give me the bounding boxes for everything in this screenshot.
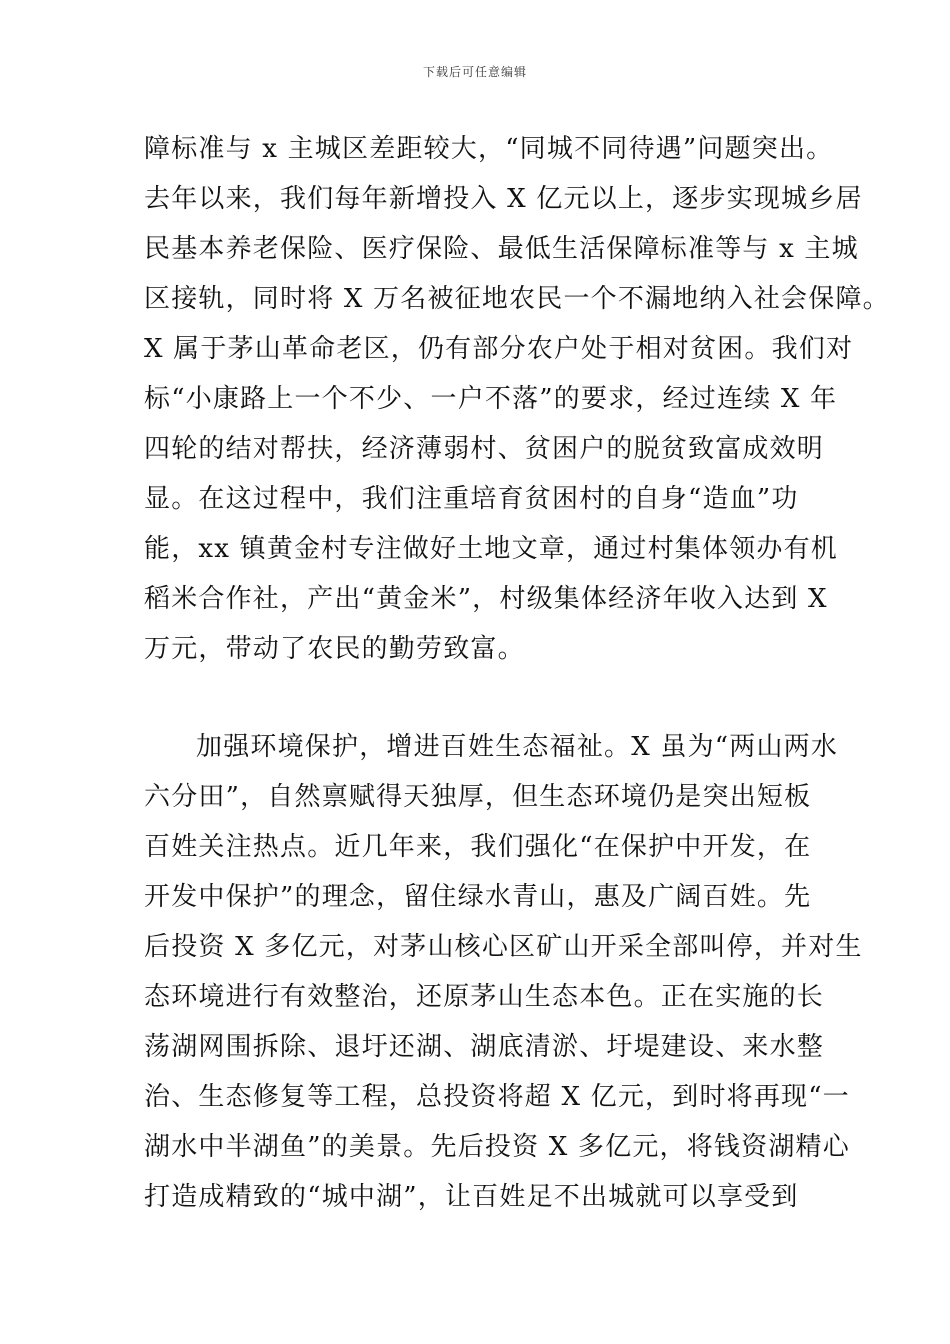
text-line: 荡湖网围拆除、退圩还湖、湖底清淤、圩堤建设、来水整	[144, 1032, 825, 1062]
text-line: 打造成精致的“城中湖”，让百姓足不出城就可以享受到	[144, 1182, 799, 1212]
text-line: 能，xx 镇黄金村专注做好土地文章，通过村集体领办有机	[144, 534, 838, 564]
text-line: 区接轨，同时将 X 万名被征地农民一个不漏地纳入社会保障。	[144, 284, 890, 314]
text-line: 加强环境保护，增进百姓生态福祉。X 虽为“两山两水	[196, 732, 839, 762]
text-line: 治、生态修复等工程，总投资将超 X 亿元，到时将再现“一	[144, 1082, 850, 1112]
text-line: 民基本养老保险、医疗保险、最低生活保障标准等与 x 主城	[144, 234, 859, 264]
text-line: 后投资 X 多亿元，对茅山核心区矿山开采全部叫停，并对生	[144, 932, 863, 962]
text-line: 去年以来，我们每年新增投入 X 亿元以上，逐步实现城乡居	[144, 184, 863, 214]
text-line: 标“小康路上一个不少、一户不落”的要求，经过连续 X 年	[144, 384, 838, 414]
text-line: 万元，带动了农民的勤劳致富。	[144, 634, 525, 664]
text-line: 显。在这过程中，我们注重培育贫困村的自身“造血”功	[144, 484, 799, 514]
text-line: 四轮的结对帮扶，经济薄弱村、贫困户的脱贫致富成效明	[144, 434, 825, 464]
text-line: 百姓关注热点。近几年来，我们强化“在保护中开发，在	[144, 832, 812, 862]
page-header: 下载后可任意编辑	[422, 65, 527, 79]
text-line: 稻米合作社，产出“黄金米”，村级集体经济年收入达到 X	[144, 584, 828, 614]
text-line: 障标准与 x 主城区差距较大，“同城不同待遇”问题突出。	[144, 134, 834, 164]
text-line: 开发中保护”的理念，留住绿水青山，惠及广阔百姓。先	[144, 882, 812, 912]
text-line: 六分田”，自然禀赋得天独厚，但生态环境仍是突出短板	[144, 782, 812, 812]
text-line: 湖水中半湖鱼”的美景。先后投资 X 多亿元，将钱资湖精心	[144, 1132, 850, 1162]
text-line: 态环境进行有效整治，还原茅山生态本色。正在实施的长	[144, 982, 825, 1012]
text-line: X 属于茅山革命老区，仍有部分农户处于相对贫困。我们对	[144, 334, 854, 364]
